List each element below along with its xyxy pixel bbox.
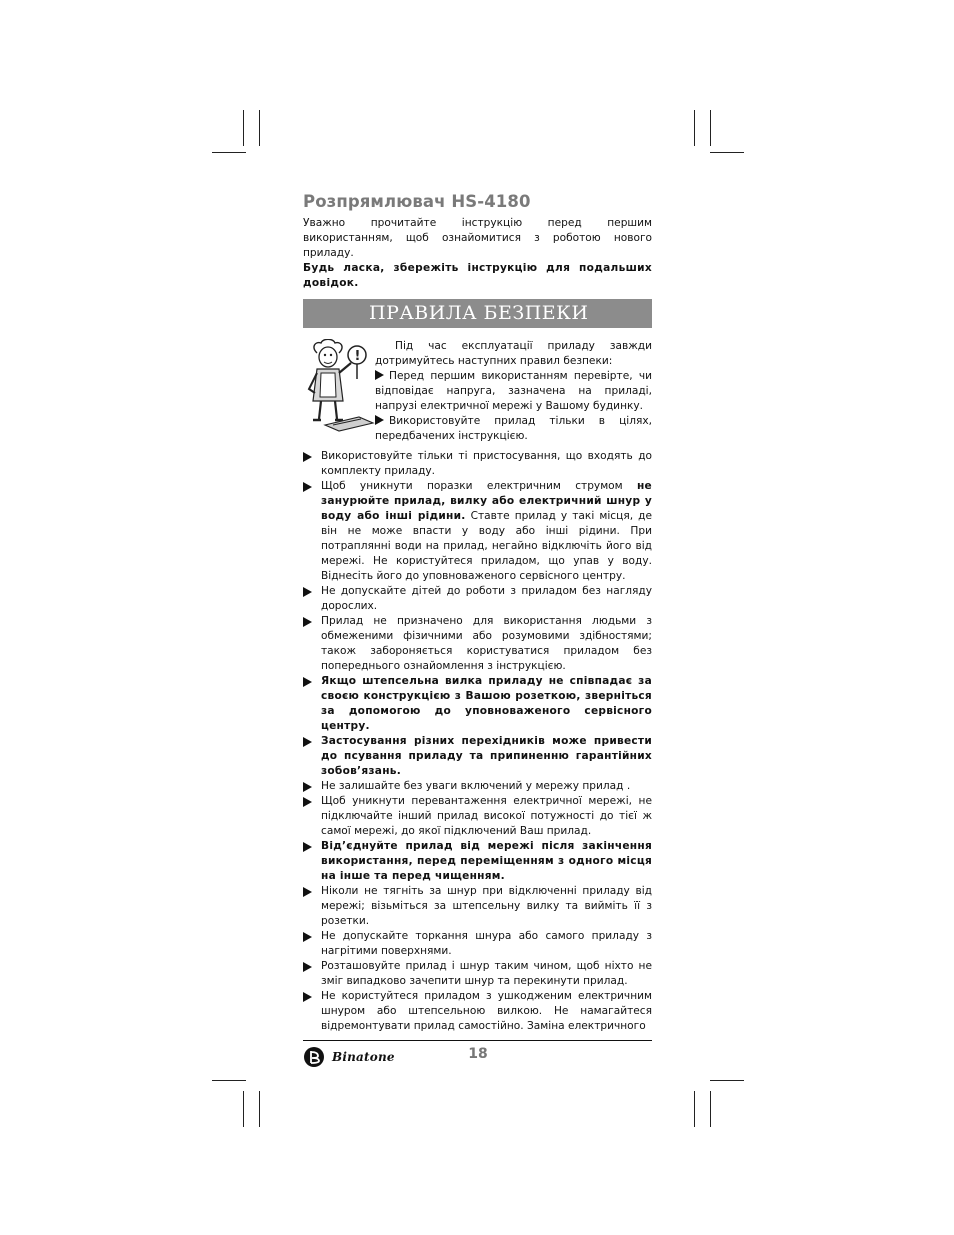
warning-item: Використовуйте прилад тільки в цілях, передбачених інструкцією. (375, 415, 652, 442)
manual-page (303, 192, 652, 1034)
triangle-right-icon (303, 587, 312, 597)
crop-mark (694, 1091, 695, 1127)
binatone-logo-icon (303, 1046, 329, 1068)
warning-item: Перед першим використанням перевірте, чи відповідає напруга, зазначена на приладі, напрузі електричної мережі у Вашому будинку. (375, 370, 652, 412)
crop-mark (259, 110, 260, 146)
warning-man-illustration (303, 339, 375, 433)
product-title: Розпрямлювач HS-4180 (303, 192, 531, 211)
triangle-right-icon (303, 617, 312, 627)
triangle-right-icon (303, 452, 312, 462)
list-item: Щоб уникнути перевантаження електричної мережі, не підключайте інший прилад високої потужності до тієї ж самої мережі, до якої підключений Ваш прилад. (303, 794, 652, 839)
safety-rules-list (303, 449, 652, 1034)
list-item: Використовуйте тільки ті пристосування, що входять до комплекту приладу. (303, 449, 652, 479)
triangle-right-icon (303, 782, 312, 792)
triangle-right-icon (303, 677, 312, 687)
triangle-right-icon (303, 887, 312, 897)
crop-mark (243, 110, 244, 146)
brand-name: Binatone (332, 1050, 395, 1064)
list-item: Не допускайте торкання шнура або самого приладу з нагрітими поверхнями. (303, 929, 652, 959)
crop-mark (710, 1080, 744, 1081)
warning-text (375, 339, 652, 444)
triangle-right-icon (303, 962, 312, 972)
list-item: Щоб уникнути поразки електричним струмом не занурюйте прилад, вилку або електричний шнур у воду або інші рідини. Ставте прилад у такі місця, де він не може впасти у воду або інші рідини. При потраплянні води на прилад, негайно відключіть його від мережі. Не користуйтеся приладом, що упав у воду. Віднесіть його до уповноваженого сервісного центру. (303, 479, 652, 584)
triangle-right-icon (303, 797, 312, 807)
brand-logo (303, 1046, 395, 1068)
crop-mark (243, 1091, 244, 1127)
footer-divider (303, 1040, 652, 1041)
list-item: Не допускайте дітей до роботи з приладом без нагляду дорослих. (303, 584, 652, 614)
list-item: Прилад не призначено для використання людьми з обмеженими фізичними або розумовими здібностями; також забороняється користуватися приладом без попереднього ознайомлення з інструкцією. (303, 614, 652, 674)
triangle-right-icon (303, 992, 312, 1002)
crop-mark (710, 110, 711, 146)
crop-mark (212, 1080, 246, 1081)
intro-bold-text: Будь ласка, збережіть інструкцію для подальших довідок. (303, 262, 652, 289)
crop-mark (710, 1091, 711, 1127)
triangle-right-icon (303, 932, 312, 942)
page-number: 18 (468, 1046, 488, 1062)
warning-block (303, 339, 652, 449)
list-item: Від’єднуйте прилад від мережі після закінчення використання, перед переміщенням з одного місця на інше та перед чищенням. (303, 839, 652, 884)
crop-mark (694, 110, 695, 146)
triangle-right-icon (303, 737, 312, 747)
crop-mark (710, 152, 744, 153)
list-item: Не залишайте без уваги включений у мережу прилад . (303, 779, 652, 794)
list-item: Не користуйтеся приладом з ушкодженим електричним шнуром або штепсельною вилкою. Не намагайтеся відремонтувати прилад самостійно. Заміна електричного (303, 989, 652, 1034)
triangle-right-icon (303, 842, 312, 852)
safety-content (303, 339, 652, 1034)
list-item: Застосування різних перехідників може привести до псування приладу та припиненню гарантійних зобов’язань. (303, 734, 652, 779)
list-item: Якщо штепсельна вилка приладу не співпадає за своєю конструкцією з Вашою розеткою, зверніться за допомогою до уповноваженого сервісного центру. (303, 674, 652, 734)
crop-mark (212, 152, 246, 153)
triangle-right-icon (375, 415, 384, 425)
crop-mark (259, 1091, 260, 1127)
svg-text:!: ! (354, 349, 361, 364)
triangle-right-icon (303, 482, 312, 492)
section-heading-banner: ПРАВИЛА БЕЗПЕКИ (303, 299, 652, 328)
warning-lead: Під час експлуатації приладу завжди дотримуйтесь наступних правил безпеки: (375, 340, 652, 367)
triangle-right-icon (375, 370, 384, 380)
list-item: Ніколи не тягніть за шнур при відключенні приладу від мережі; візьміться за штепсельну вилку та вийміть її з розетки. (303, 884, 652, 929)
intro-text: Уважно прочитайте інструкцію перед першим використанням, щоб ознайомитися з роботою нового приладу. (303, 217, 652, 259)
list-item: Розташовуйте прилад і шнур таким чином, щоб ніхто не зміг випадково зачепити шнур та перекинути прилад. (303, 959, 652, 989)
